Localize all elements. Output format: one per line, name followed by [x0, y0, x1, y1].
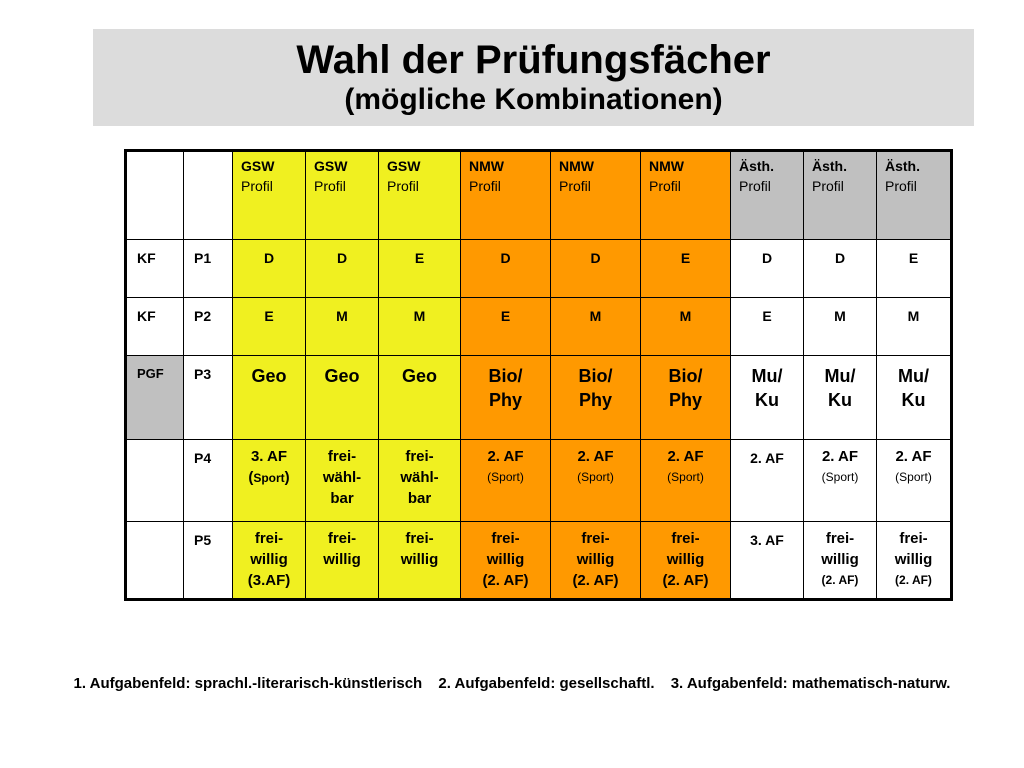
footer-legend — [0, 675, 1024, 692]
table-cell: D — [804, 240, 877, 298]
table-row-p5 — [126, 522, 952, 600]
legend-af3: 3. Aufgabenfeld: mathematisch-naturw. — [670, 675, 951, 692]
legend-af1: 1. Aufgabenfeld: sprachl.-literarisch-künstlerisch — [73, 675, 423, 692]
table-cell: Bio/ Phy — [641, 356, 731, 440]
table-cell: D — [233, 240, 306, 298]
header-aesth-profil: Ästh. Profil — [731, 151, 804, 240]
table-cell: Geo — [306, 356, 379, 440]
table-cell: frei- willig (2. AF) — [877, 522, 952, 600]
header-gsw-profil: GSW Profil — [306, 151, 379, 240]
table-cell: Bio/ Phy — [461, 356, 551, 440]
table-row-p3 — [126, 356, 952, 440]
header-gsw-profil: GSW Profil — [233, 151, 306, 240]
row-type-cell — [126, 440, 184, 522]
table-cell: Mu/ Ku — [731, 356, 804, 440]
header-row — [126, 151, 952, 240]
header-aesth-profil: Ästh. Profil — [804, 151, 877, 240]
table-cell: E — [233, 298, 306, 356]
legend-af2: 2. Aufgabenfeld: gesellschaftl. — [438, 675, 655, 692]
table-cell: 3. AF — [731, 522, 804, 600]
header-nmw-profil: NMW Profil — [461, 151, 551, 240]
table-cell: E — [461, 298, 551, 356]
title-box — [93, 29, 974, 126]
row-exam-cell: P1 — [184, 240, 233, 298]
table-cell: M — [379, 298, 461, 356]
row-type-cell — [126, 522, 184, 600]
table-cell: D — [461, 240, 551, 298]
table-cell: M — [877, 298, 952, 356]
table-cell: frei- willig (2. AF) — [804, 522, 877, 600]
table-cell: M — [551, 298, 641, 356]
corner-cell — [126, 151, 184, 240]
table-cell: 3. AF (Sport) — [233, 440, 306, 522]
table-cell: frei- willig — [306, 522, 379, 600]
table-cell: 2. AF — [731, 440, 804, 522]
table-cell: M — [641, 298, 731, 356]
table-cell: 2. AF (Sport) — [461, 440, 551, 522]
row-type-cell: PGF — [126, 356, 184, 440]
table-cell: frei- willig — [379, 522, 461, 600]
row-exam-cell: P3 — [184, 356, 233, 440]
table-cell: 2. AF (Sport) — [641, 440, 731, 522]
table-cell: Bio/ Phy — [551, 356, 641, 440]
table-cell: D — [306, 240, 379, 298]
table-cell: E — [731, 298, 804, 356]
header-nmw-profil: NMW Profil — [641, 151, 731, 240]
row-exam-cell: P4 — [184, 440, 233, 522]
combination-table — [124, 149, 953, 601]
table-cell: Geo — [233, 356, 306, 440]
table-cell: 2. AF (Sport) — [804, 440, 877, 522]
header-nmw-profil: NMW Profil — [551, 151, 641, 240]
table-cell: frei- willig (2. AF) — [461, 522, 551, 600]
table-cell: frei- willig (2. AF) — [641, 522, 731, 600]
table-cell: 2. AF (Sport) — [551, 440, 641, 522]
row-exam-cell: P2 — [184, 298, 233, 356]
header-gsw-profil: GSW Profil — [379, 151, 461, 240]
page-subtitle: (mögliche Kombinationen) — [344, 83, 723, 116]
table-cell: frei- willig (3.AF) — [233, 522, 306, 600]
row-exam-cell: P5 — [184, 522, 233, 600]
header-aesth-profil: Ästh. Profil — [877, 151, 952, 240]
table-cell: Geo — [379, 356, 461, 440]
table-cell: M — [306, 298, 379, 356]
table-cell: 2. AF (Sport) — [877, 440, 952, 522]
table-cell: E — [877, 240, 952, 298]
table-cell: Mu/ Ku — [804, 356, 877, 440]
table-row-p2 — [126, 298, 952, 356]
table-cell: M — [804, 298, 877, 356]
table-cell: D — [731, 240, 804, 298]
table-row-p1 — [126, 240, 952, 298]
corner-cell — [184, 151, 233, 240]
table-cell: frei- willig (2. AF) — [551, 522, 641, 600]
page-title: Wahl der Prüfungsfächer — [296, 38, 771, 82]
row-type-cell: KF — [126, 298, 184, 356]
table-cell: E — [641, 240, 731, 298]
table-cell: frei- wähl- bar — [379, 440, 461, 522]
table-cell: Mu/ Ku — [877, 356, 952, 440]
table-cell: frei- wähl- bar — [306, 440, 379, 522]
table-cell: D — [551, 240, 641, 298]
row-type-cell: KF — [126, 240, 184, 298]
table-cell: E — [379, 240, 461, 298]
table-row-p4 — [126, 440, 952, 522]
